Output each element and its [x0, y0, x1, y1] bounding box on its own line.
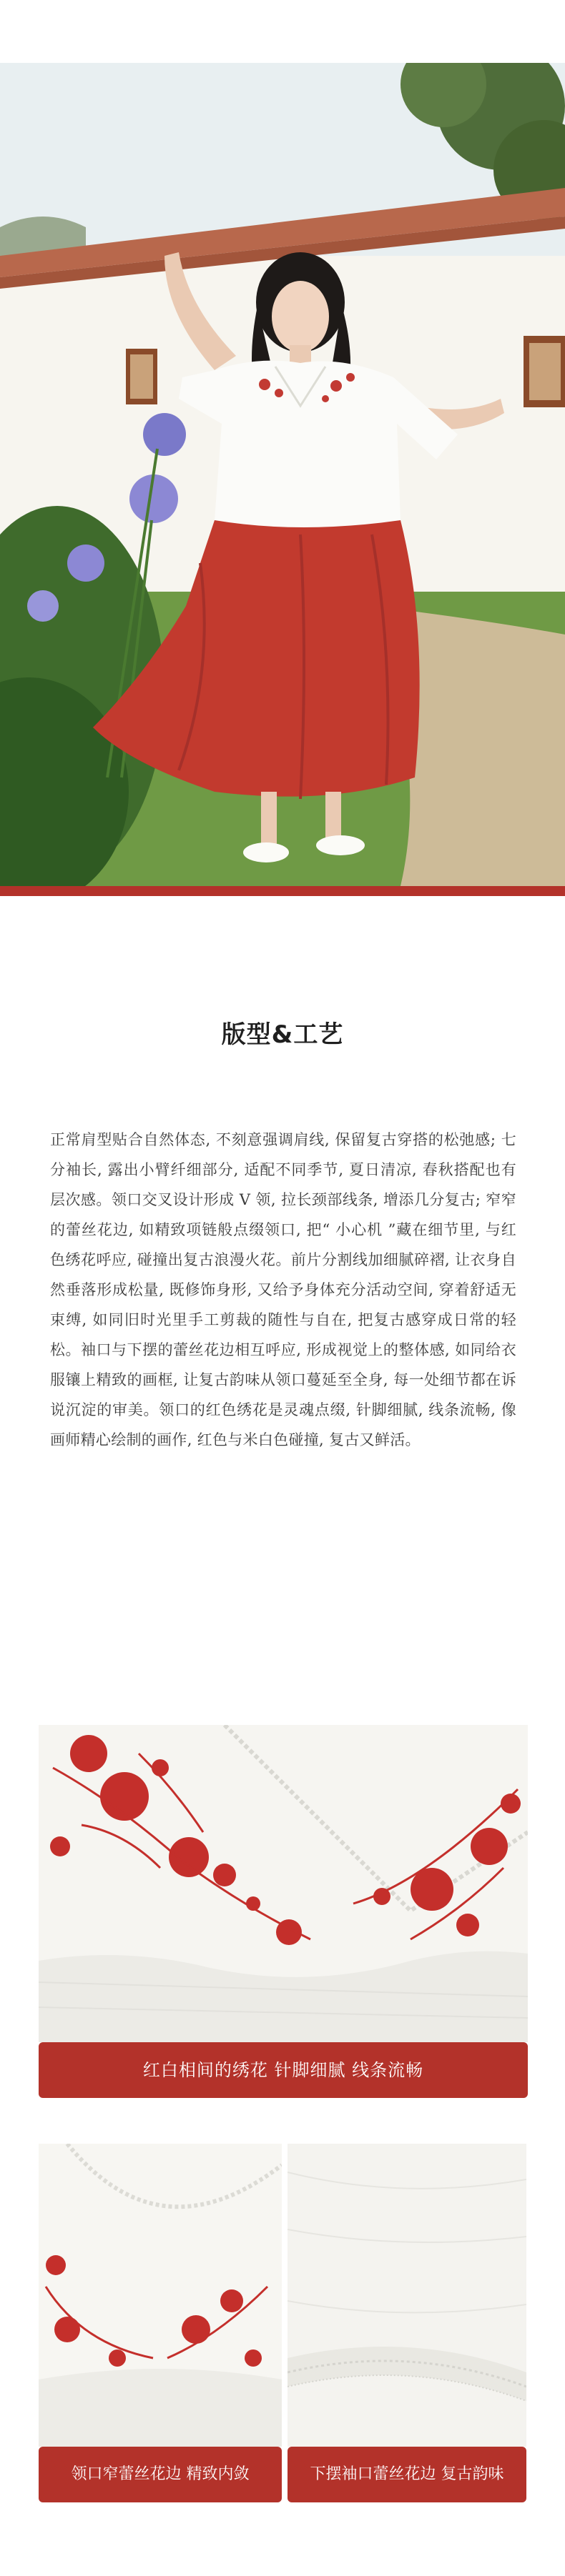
- hero-illustration: [0, 63, 565, 886]
- embroidery-detail-photo: [39, 1725, 528, 2042]
- neckline-lace-photo: [39, 2144, 282, 2447]
- section-title: 版型&工艺: [221, 1020, 344, 1049]
- embroidery-illustration: [39, 1725, 528, 2042]
- hem-illustration: [288, 2144, 526, 2447]
- embroidery-caption: 红白相间的绣花 针脚细腻 线条流畅: [39, 2042, 528, 2098]
- description-paragraph: 正常肩型贴合自然体态, 不刻意强调肩线, 保留复古穿搭的松弛感; 七分袖长, 露出小臂纤细部分, 适配不同季节, 夏日清凉, 春秋搭配也有层次感。领口交叉设计形成 V 领, 拉长颈部线条, 增添几分复古; 窄窄的蕾丝花边, 如精致项链般点缀领口, 把“ 小心机 ”藏在细节里, 与红色绣花呼应, 碰撞出复古浪漫火花。前片分割线加细腻碎褶, 让衣身自然垂落形成松量, 既修饰身形, 又给予身体充分活动空间, 穿着舒适无束缚, 如同旧时光里手工剪裁的随性与自在, 把复古感穿成日常的轻松。袖口与下摆的蕾丝花边相互呼应, 形成视觉上的整体感, 如同给衣服镶上精致的画框, 让复古韵味从领口蔓延至全身, 每一处细节都在诉说沉淀的审美。领口的红色绣花是灵魂点缀, 针脚细腻, 线条流畅, 像画师精心绘制的画作, 红色与米白色碰撞, 复古又鲜活。: [50, 1131, 516, 1448]
- hem-lace-photo: [288, 2144, 526, 2447]
- hero-accent-bar: [0, 886, 565, 896]
- hero-photo: [0, 63, 565, 886]
- neckline-illustration: [39, 2144, 282, 2447]
- neckline-lace-caption: 领口窄蕾丝花边 精致内敛: [39, 2447, 282, 2502]
- hem-lace-caption: 下摆袖口蕾丝花边 复古韵味: [288, 2447, 526, 2502]
